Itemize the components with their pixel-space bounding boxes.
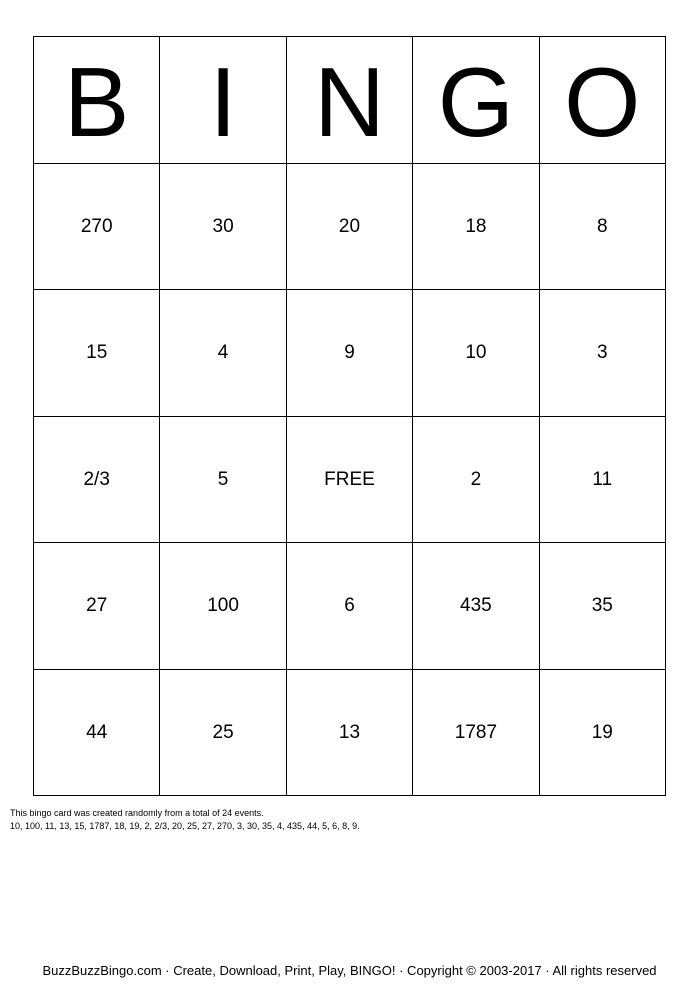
bingo-cell: 2 (413, 417, 539, 544)
bingo-cell: 6 (287, 543, 413, 670)
bingo-cell: 3 (540, 290, 666, 417)
header-letter-n: N (287, 37, 413, 164)
bingo-cell: 30 (160, 164, 286, 291)
header-letter-g: G (413, 37, 539, 164)
bingo-cell: 35 (540, 543, 666, 670)
bingo-cell: 18 (413, 164, 539, 291)
bingo-cell: 5 (160, 417, 286, 544)
bingo-cell: 19 (540, 670, 666, 797)
card-note: This bingo card was created randomly from a total of 24 events. (10, 808, 264, 818)
header-letter-i: I (160, 37, 286, 164)
event-list: 10, 100, 11, 13, 15, 1787, 18, 19, 2, 2/3, 20, 25, 27, 270, 3, 30, 35, 4, 435, 44, 5, 6, 8, 9. (10, 821, 360, 831)
bingo-cell: 10 (413, 290, 539, 417)
bingo-cell: 4 (160, 290, 286, 417)
bingo-cell: 15 (34, 290, 160, 417)
bingo-cell: 8 (540, 164, 666, 291)
bingo-cell: 44 (34, 670, 160, 797)
bingo-card (33, 36, 666, 796)
free-space-cell: FREE (287, 417, 413, 544)
bingo-cell: 270 (34, 164, 160, 291)
bingo-cell: 9 (287, 290, 413, 417)
bingo-cell: 100 (160, 543, 286, 670)
bingo-cell: 11 (540, 417, 666, 544)
header-letter-o: O (540, 37, 666, 164)
page-footer: BuzzBuzzBingo.com · Create, Download, Print, Play, BINGO! · Copyright © 2003-2017 · All rights reserved (42, 963, 657, 978)
bingo-cell: 435 (413, 543, 539, 670)
bingo-cell: 27 (34, 543, 160, 670)
bingo-cell: 2/3 (34, 417, 160, 544)
header-letter-b: B (34, 37, 160, 164)
bingo-cell: 1787 (413, 670, 539, 797)
bingo-cell: 25 (160, 670, 286, 797)
bingo-cell: 13 (287, 670, 413, 797)
bingo-cell: 20 (287, 164, 413, 291)
